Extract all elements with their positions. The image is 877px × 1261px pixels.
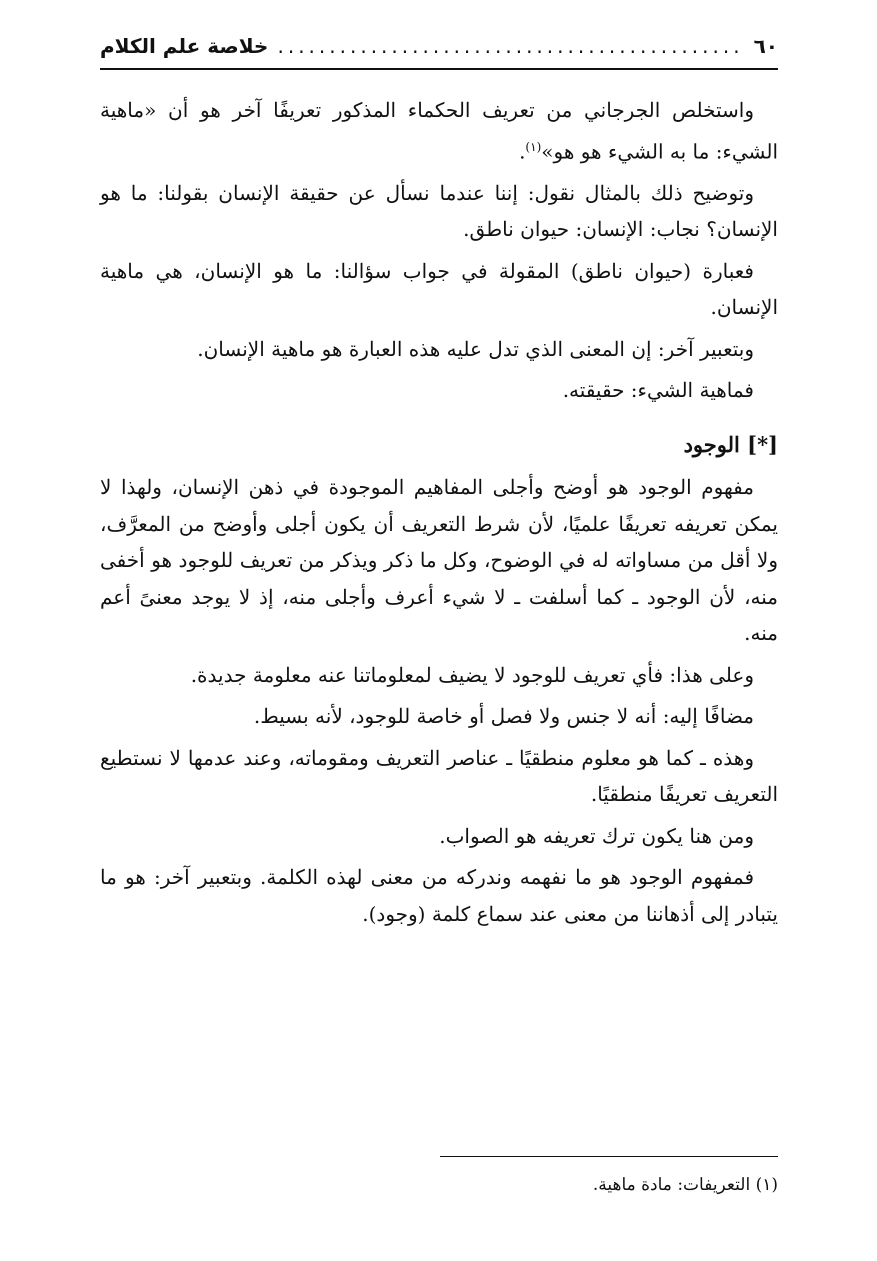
section-heading: [*] الوجود [683,431,778,457]
section-paragraph: وهذه ـ كما هو معلوم منطقيًا ـ عناصر التعريف ومقوماته، وعند عدمها لا نستطيع التعريف تعريفًا منطقيًا. [100,745,778,807]
footnote-divider [440,1156,778,1157]
page-body [100,92,778,937]
paragraph-restatement: وبتعبير آخر: إن المعنى الذي تدل عليه هذه العبارة هو ماهية الإنسان. [197,336,754,361]
section-paragraph: ومن هنا يكون ترك تعريفه هو الصواب. [439,823,754,848]
section-paragraph: وعلى هذا: فأي تعريف للوجود لا يضيف لمعلوماتنا عنه معلومة جديدة. [190,662,754,687]
paragraph-example: وتوضيح ذلك بالمثال نقول: إننا عندما نسأل عن حقيقة الإنسان بقولنا: ما هو الإنسان؟ نجاب: الإنسان: حيوان ناطق. [100,180,778,242]
section-paragraph: مفهوم الوجود هو أوضح وأجلى المفاهيم الموجودة في ذهن الإنسان، ولهذا لا يمكن تعريفه تعريفًا علميًا، لأن شرط التعريف أن يكون أجلى وأوضح من المعرَّف، ولا أقل من مساواته له في الوضوح، وكل ما ذكر ويذكر من تعريف للوجود هو أخفى منه، لأن الوجود ـ كما أسلفت ـ لا شيء أعرف وأجلى منه، إذ لا يوجد معنىً أعم منه. [100,475,778,646]
footnote-marker: (١) [525,139,542,154]
paragraph-definition: واستخلص الجرجاني من تعريف الحكماء المذكور تعريفًا آخر هو أن «ماهية الشيء: ما به الشيء هو هو»$^{(١)}$. [100,98,778,164]
section-paragraph: فمفهوم الوجود هو ما نفهمه وندركه من معنى لهذه الكلمة. وبتعبير آخر: هو ما يتبادر إلى أذهاننا من معنى عند سماع كلمة (وجود). [100,865,778,926]
paragraph-phrase: فعبارة (حيوان ناطق) المقولة في جواب سؤالنا: ما هو الإنسان، هي ماهية الإنسان. [100,258,778,320]
header-dot-leader [272,34,743,58]
page-number: ٦٠ [753,34,778,58]
section-paragraph: مضافًا إليه: أنه لا جنس ولا فصل أو خاصة للوجود، لأنه بسيط. [253,704,754,729]
paragraph-conclusion: فماهية الشيء: حقيقته. [562,378,754,403]
running-title: خلاصة علم الكلام [100,34,269,58]
running-header [100,24,778,70]
footnote: (١) التعريفات: مادة ماهية. [592,1175,778,1195]
